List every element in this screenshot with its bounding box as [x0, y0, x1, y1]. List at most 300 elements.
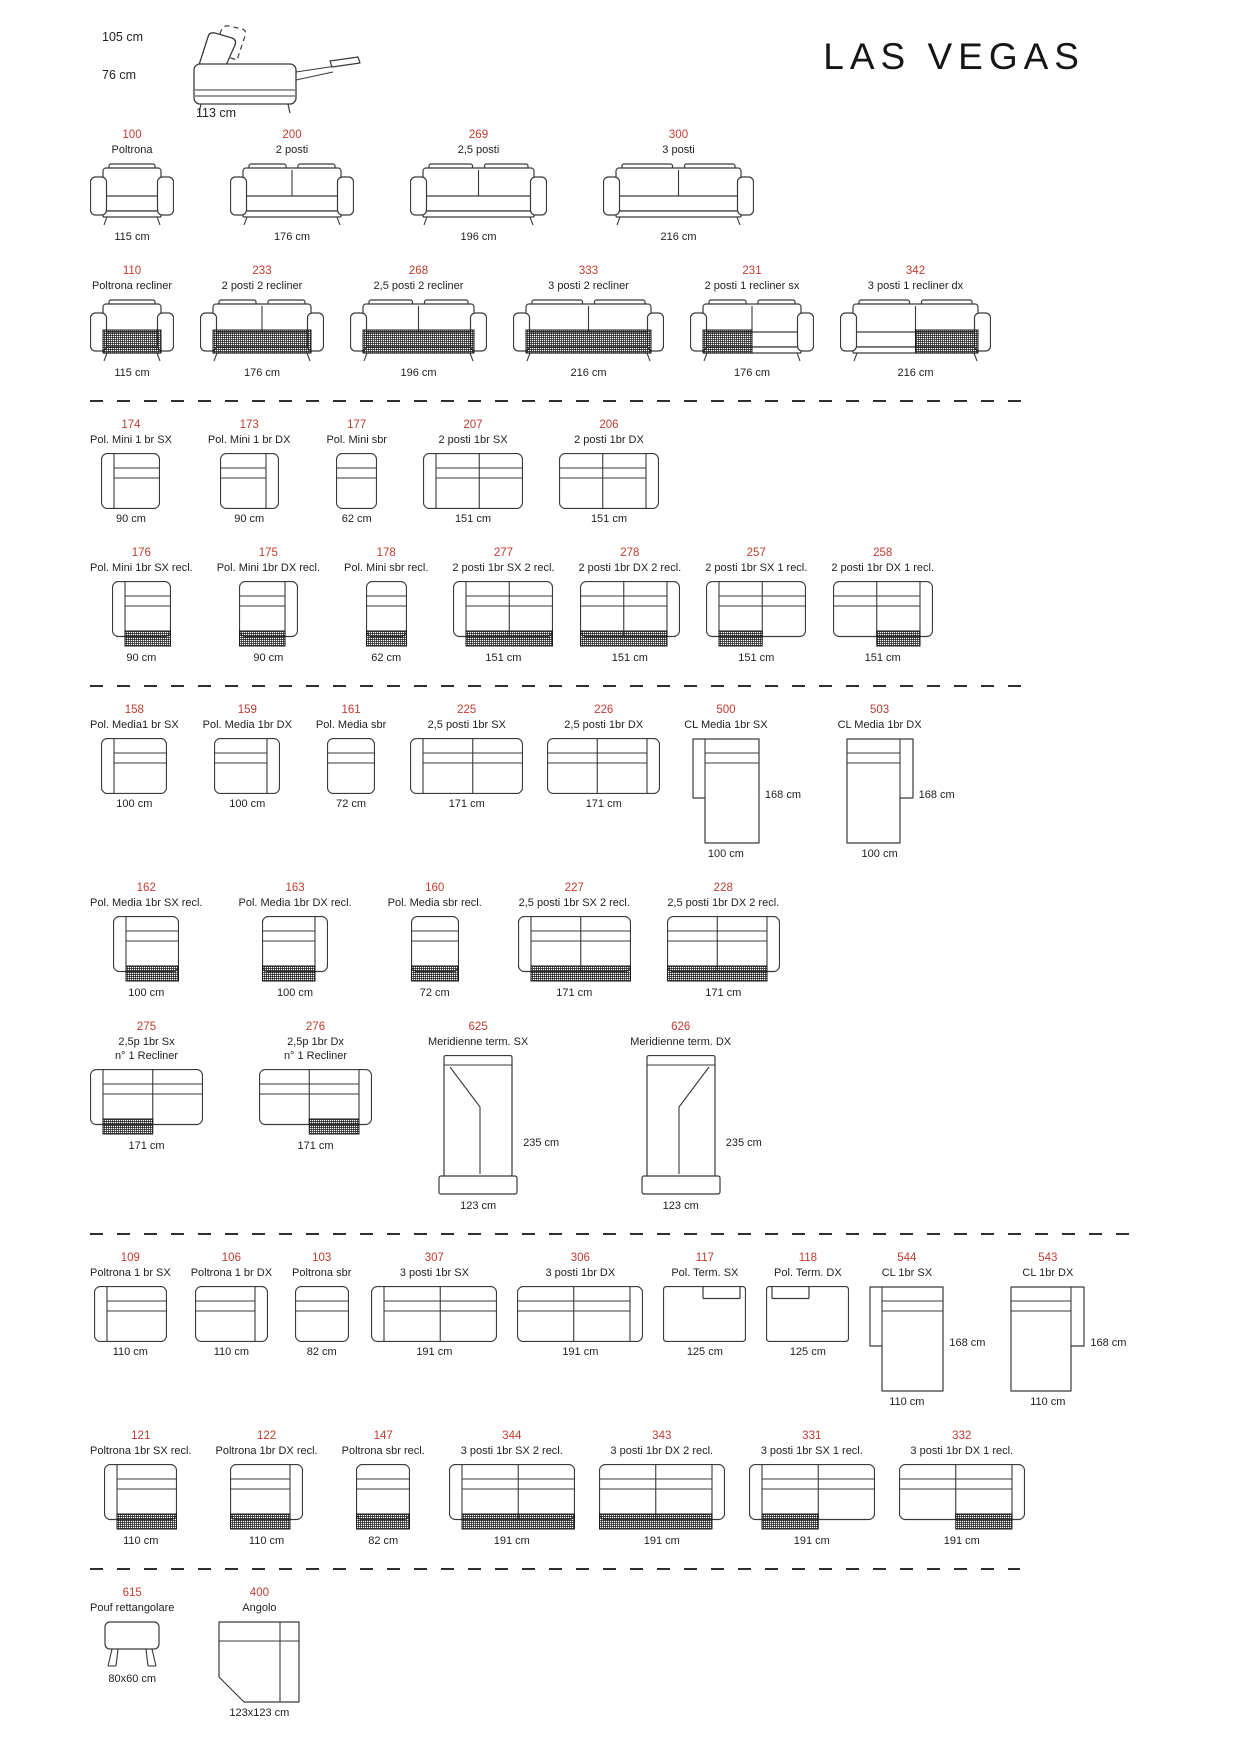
furniture-diagram: [90, 299, 174, 363]
model-label: Pol. Media sbr recl.: [387, 897, 482, 909]
model-label: 2,5p 1br Sx: [118, 1036, 175, 1048]
dimension-label: 90 cm: [253, 652, 284, 664]
side-dimension-label: 168 cm: [918, 788, 955, 801]
model-code: 121: [131, 1430, 151, 1442]
model-row: [90, 1251, 1220, 1409]
model-code: 174: [121, 419, 141, 431]
side-dimension-label: 235 cm: [523, 1136, 560, 1149]
dimension-label: 151 cm: [590, 513, 628, 525]
furniture-diagram: [336, 453, 377, 509]
dimension-label: 123 cm: [460, 1200, 497, 1212]
model-label: Pol. Media sbr: [315, 719, 387, 731]
model-label: 2 posti 1br SX 1 recl.: [705, 562, 808, 574]
furniture-diagram: [547, 738, 660, 794]
dimension-label: 100 cm: [707, 848, 744, 860]
furniture-diagram: [513, 299, 664, 363]
dashed-divider: [90, 1233, 1135, 1235]
model-label: 3 posti 1br SX: [399, 1267, 469, 1279]
model-item: [428, 1020, 560, 1213]
dimension-label: 171 cm: [448, 798, 485, 810]
model-label: 3 posti 1br SX 2 recl.: [460, 1445, 563, 1457]
dimension-label: 90 cm: [126, 652, 157, 664]
model-code: 226: [594, 704, 614, 716]
model-row: [90, 546, 1220, 665]
model-code: 257: [746, 547, 766, 559]
model-code: 277: [493, 547, 514, 559]
dimension-label: 171 cm: [128, 1140, 165, 1152]
dimension-label: 110 cm: [123, 1535, 159, 1547]
model-code: 175: [258, 547, 278, 559]
model-label: 3 posti 1br DX 1 recl.: [910, 1445, 1014, 1457]
model-row: [90, 703, 1220, 861]
model-label: 3 posti: [662, 144, 695, 156]
furniture-diagram: [766, 1286, 849, 1342]
model-item: [667, 881, 780, 1000]
model-label: 2,5 posti: [457, 144, 500, 156]
furniture-diagram: [90, 1069, 203, 1136]
model-code: 162: [136, 882, 156, 894]
model-code: 343: [652, 1430, 672, 1442]
model-label: Poltrona recliner: [91, 280, 173, 292]
furniture-diagram: [90, 163, 174, 227]
dimension-label: 171 cm: [297, 1140, 334, 1152]
model-label: Pol. Mini sbr recl.: [344, 562, 429, 574]
hero-depth-label: 113 cm: [196, 106, 237, 120]
dimension-label: 151 cm: [485, 652, 522, 664]
model-item: [218, 1586, 300, 1720]
model-label-line2: n° 1 Recliner: [114, 1050, 179, 1062]
model-code: 227: [564, 882, 584, 894]
model-label: 2,5 posti 1br DX: [564, 719, 644, 731]
model-label: Poltrona 1br SX recl.: [90, 1445, 192, 1457]
furniture-diagram: [112, 581, 171, 648]
model-item: [705, 546, 807, 665]
model-code: 258: [873, 547, 893, 559]
model-code: 200: [282, 129, 302, 141]
dimension-label: 191 cm: [416, 1346, 453, 1358]
furniture-diagram: [200, 299, 324, 363]
dimension-label: 171 cm: [585, 798, 622, 810]
dimension-label: 72 cm: [419, 987, 450, 999]
model-label: Pol. Mini 1 br DX: [207, 434, 291, 446]
furniture-diagram: [667, 916, 780, 983]
dimension-label: 82 cm: [368, 1535, 399, 1547]
dimension-label: 100 cm: [128, 987, 165, 999]
furniture-diagram: [1010, 1286, 1127, 1392]
dimension-label: 151 cm: [611, 652, 648, 664]
model-label: 2 posti 1br SX 2 recl.: [452, 562, 555, 574]
model-code: 110: [122, 265, 142, 277]
furniture-diagram: [690, 299, 814, 363]
model-code: 176: [131, 547, 151, 559]
model-code: 500: [716, 704, 736, 716]
model-label: 3 posti 1 recliner dx: [867, 280, 964, 292]
model-item: [603, 128, 754, 244]
furniture-diagram: [262, 916, 328, 983]
model-code: 100: [122, 129, 142, 141]
model-item: [191, 1251, 272, 1359]
model-code: 543: [1038, 1252, 1058, 1264]
model-item: [410, 703, 523, 811]
dimension-label: 90 cm: [234, 513, 265, 525]
model-code: 159: [237, 704, 257, 716]
furniture-diagram: [663, 1286, 746, 1342]
model-label: Pol. Term. SX: [671, 1267, 739, 1279]
dimension-label: 125 cm: [686, 1346, 723, 1358]
model-item: [316, 703, 386, 811]
furniture-diagram: [259, 1069, 372, 1136]
dimension-label: 72 cm: [336, 798, 367, 810]
dashed-divider: [90, 685, 1035, 687]
model-item: [342, 1429, 425, 1548]
model-code: 206: [599, 419, 619, 431]
model-code: 333: [578, 265, 599, 277]
model-code: 544: [897, 1252, 917, 1264]
page-title: LAS VEGAS: [823, 36, 1085, 77]
model-label: Meridienne term. SX: [428, 1036, 529, 1048]
model-label: 2 posti 1br DX 2 recl.: [578, 562, 682, 574]
model-code: 344: [502, 1430, 522, 1442]
model-code: 625: [468, 1021, 488, 1033]
dimension-label: 115 cm: [114, 367, 150, 379]
dimension-label: 176 cm: [733, 367, 771, 379]
model-label: 3 posti 1br DX: [545, 1267, 616, 1279]
model-label: 2,5 posti 1br SX: [427, 719, 506, 731]
model-code: 207: [463, 419, 483, 431]
model-item: [239, 881, 352, 1000]
furniture-diagram: [104, 1621, 160, 1669]
dimension-label: 62 cm: [371, 652, 402, 664]
model-code: 503: [869, 704, 890, 716]
model-item: [766, 1251, 849, 1359]
model-code: 106: [221, 1252, 241, 1264]
model-item: [547, 703, 660, 811]
model-code: 306: [570, 1252, 590, 1264]
model-item: [513, 264, 664, 380]
model-code: 160: [425, 882, 445, 894]
dimension-label: 100 cm: [861, 848, 898, 860]
model-item: [630, 1020, 762, 1213]
furniture-diagram: [453, 581, 553, 648]
dimension-label: 123x123 cm: [229, 1707, 290, 1719]
model-item: [517, 1251, 643, 1359]
dimension-label: 80x60 cm: [108, 1673, 157, 1685]
model-label: 2,5 posti 1br DX 2 recl.: [667, 897, 780, 909]
model-label: Pol. Media 1br DX recl.: [238, 897, 352, 909]
dimension-label: 216 cm: [660, 231, 697, 243]
model-label: CL Media 1br SX: [684, 719, 768, 731]
furniture-diagram: [449, 1464, 575, 1531]
model-code: 177: [347, 419, 367, 431]
dimension-label: 100 cm: [277, 987, 314, 999]
model-item: [518, 881, 631, 1000]
model-item: [1010, 1251, 1127, 1409]
furniture-diagram: [295, 1286, 349, 1342]
dimension-label: 115 cm: [114, 231, 150, 243]
dimension-label: 151 cm: [738, 652, 775, 664]
furniture-diagram: [840, 299, 991, 363]
model-code: 178: [376, 547, 396, 559]
model-code: 233: [252, 265, 272, 277]
furniture-diagram: [366, 581, 407, 648]
model-item: [326, 418, 387, 526]
model-item: [216, 1429, 318, 1548]
model-label: 2 posti 2 recliner: [221, 280, 303, 292]
model-label: 2 posti: [275, 144, 309, 156]
model-label: Poltrona sbr recl.: [341, 1445, 425, 1457]
model-label: Poltrona 1 br SX: [90, 1267, 171, 1279]
model-label: 2 posti 1br DX 1 recl.: [831, 562, 935, 574]
model-item: [388, 881, 482, 1000]
furniture-diagram: [195, 1286, 268, 1342]
furniture-diagram: [113, 916, 179, 983]
model-item: [869, 1251, 986, 1409]
dimension-label: 125 cm: [789, 1346, 826, 1358]
model-item: [90, 1586, 174, 1686]
side-dimension-label: 168 cm: [949, 1336, 986, 1349]
dimension-label: 191 cm: [793, 1535, 830, 1547]
model-item: [90, 264, 174, 380]
dimension-label: 216 cm: [897, 367, 934, 379]
model-label: Poltrona 1 br DX: [190, 1267, 273, 1279]
hero-seat-height-label: 76 cm: [102, 68, 137, 82]
model-label: Pol. Mini 1br DX recl.: [216, 562, 321, 574]
model-label: 2 posti 1br SX: [438, 434, 508, 446]
model-row: [90, 881, 1220, 1000]
model-label: CL 1br SX: [881, 1267, 933, 1279]
model-item: [449, 1429, 575, 1548]
model-item: [840, 264, 991, 380]
dimension-label: 196 cm: [460, 231, 497, 243]
furniture-diagram: [371, 1286, 497, 1342]
furniture-diagram: [438, 1055, 560, 1196]
model-label: 2,5p 1br Dx: [287, 1036, 344, 1048]
model-label: Pol. Term. DX: [774, 1267, 842, 1279]
dimension-label: 191 cm: [643, 1535, 680, 1547]
model-label: Pol. Media 1br SX recl.: [90, 897, 203, 909]
dimension-label: 191 cm: [493, 1535, 530, 1547]
dimension-label: 123 cm: [662, 1200, 699, 1212]
dashed-divider: [90, 1568, 1020, 1570]
model-item: [203, 703, 292, 811]
model-item: [230, 128, 354, 244]
furniture-diagram: [220, 453, 279, 509]
furniture-diagram: [518, 916, 631, 983]
model-grid: [90, 128, 1220, 1740]
dimension-label: 110 cm: [213, 1346, 250, 1358]
model-label: 3 posti 2 recliner: [548, 280, 629, 292]
model-code: 118: [798, 1252, 818, 1264]
model-label: Pouf rettangolare: [90, 1602, 175, 1614]
dimension-label: 90 cm: [115, 513, 146, 525]
furniture-diagram: [327, 738, 375, 794]
model-item: [452, 546, 554, 665]
furniture-diagram: [641, 1055, 762, 1196]
model-label: Angolo: [242, 1602, 277, 1614]
furniture-diagram: [214, 738, 280, 794]
model-code: 331: [802, 1430, 822, 1442]
model-item: [90, 1020, 203, 1153]
furniture-diagram: [101, 738, 167, 794]
model-row: [90, 1429, 1220, 1548]
furniture-diagram: [517, 1286, 643, 1342]
model-item: [90, 703, 179, 811]
model-label: Poltrona: [111, 144, 153, 156]
model-code: 117: [695, 1252, 715, 1264]
model-item: [344, 546, 428, 665]
furniture-diagram: [559, 453, 659, 509]
furniture-diagram: [356, 1464, 410, 1531]
model-label: CL 1br DX: [1022, 1267, 1074, 1279]
model-item: [217, 546, 320, 665]
furniture-diagram: [899, 1464, 1025, 1531]
side-dimension-label: 168 cm: [1090, 1336, 1127, 1349]
model-label: 2,5 posti 1br SX 2 recl.: [518, 897, 630, 909]
model-item: [200, 264, 324, 380]
model-code: 269: [468, 129, 489, 141]
furniture-diagram: [410, 738, 523, 794]
model-item: [90, 418, 172, 526]
model-label: Pol. Media 1br DX: [202, 719, 292, 731]
furniture-diagram: [692, 738, 801, 844]
furniture-diagram: [230, 163, 354, 227]
furniture-diagram: [749, 1464, 875, 1531]
model-item: [90, 546, 193, 665]
recliner-sketch-icon: [176, 20, 376, 120]
side-dimension-label: 168 cm: [764, 788, 801, 801]
model-item: [899, 1429, 1025, 1548]
model-code: 161: [341, 704, 361, 716]
model-code: 122: [256, 1430, 277, 1442]
furniture-diagram: [846, 738, 955, 844]
model-code: 158: [124, 704, 144, 716]
model-code: 307: [424, 1252, 444, 1264]
furniture-diagram: [580, 581, 680, 648]
furniture-diagram: [869, 1286, 986, 1392]
furniture-diagram: [706, 581, 806, 648]
model-code: 163: [285, 882, 305, 894]
model-label: Pol. Media1 br SX: [90, 719, 179, 731]
furniture-diagram: [833, 581, 933, 648]
model-label: Meridienne term. DX: [630, 1036, 732, 1048]
model-label: Poltrona 1br DX recl.: [215, 1445, 318, 1457]
dimension-label: 151 cm: [454, 513, 492, 525]
model-label: 3 posti 1br SX 1 recl.: [760, 1445, 863, 1457]
recliner-side-view: [88, 18, 418, 130]
model-item: [90, 1429, 192, 1548]
model-code: 300: [668, 129, 689, 141]
model-code: 228: [713, 882, 733, 894]
model-label: 2 posti 1br DX: [574, 434, 644, 446]
furniture-diagram: [603, 163, 754, 227]
dimension-label: 196 cm: [400, 367, 437, 379]
dimension-label: 191 cm: [943, 1535, 980, 1547]
model-label: 3 posti 1br DX 2 recl.: [610, 1445, 714, 1457]
model-label: 2,5 posti 2 recliner: [373, 280, 464, 292]
dimension-label: 176 cm: [273, 231, 311, 243]
model-item: [90, 128, 174, 244]
model-row: [90, 128, 1220, 244]
model-item: [90, 1251, 171, 1359]
model-item: [599, 1429, 725, 1548]
model-item: [423, 418, 523, 526]
side-dimension-label: 235 cm: [725, 1136, 762, 1149]
model-item: [578, 546, 681, 665]
dimension-label: 171 cm: [556, 987, 593, 999]
model-row: [90, 1586, 1220, 1720]
furniture-diagram: [410, 163, 547, 227]
dimension-label: 100 cm: [229, 798, 266, 810]
model-label: Pol. Mini 1br SX recl.: [90, 562, 193, 574]
furniture-diagram: [230, 1464, 303, 1531]
model-code: 626: [671, 1021, 691, 1033]
model-code: 400: [249, 1587, 269, 1599]
dimension-label: 216 cm: [570, 367, 607, 379]
dimension-label: 100 cm: [116, 798, 153, 810]
model-code: 275: [136, 1021, 157, 1033]
dimension-label: 191 cm: [562, 1346, 599, 1358]
model-item: [90, 881, 203, 1000]
furniture-diagram: [104, 1464, 177, 1531]
furniture-diagram: [411, 916, 459, 983]
dashed-divider: [90, 400, 1035, 402]
furniture-diagram: [218, 1621, 300, 1703]
model-item: [837, 703, 955, 861]
model-code: 109: [120, 1252, 140, 1264]
dimension-label: 110 cm: [889, 1396, 925, 1408]
model-item: [559, 418, 659, 526]
model-item: [259, 1020, 372, 1153]
model-item: [350, 264, 487, 380]
furniture-diagram: [350, 299, 487, 363]
model-item: [292, 1251, 351, 1359]
model-label: Pol. Mini 1 br SX: [90, 434, 172, 446]
model-label: Poltrona sbr: [292, 1267, 352, 1279]
dimension-label: 62 cm: [341, 513, 372, 525]
model-code: 278: [620, 547, 640, 559]
model-code: 342: [905, 265, 926, 277]
model-label: Pol. Mini sbr: [326, 434, 387, 446]
dimension-label: 171 cm: [705, 987, 742, 999]
model-code: 103: [312, 1252, 332, 1264]
model-item: [208, 418, 291, 526]
model-item: [690, 264, 814, 380]
model-item: [684, 703, 801, 861]
model-row: [90, 418, 1220, 526]
model-code: 276: [305, 1021, 326, 1033]
model-row: [90, 264, 1220, 380]
model-code: 332: [952, 1430, 972, 1442]
hero-height-label: 105 cm: [102, 30, 143, 44]
furniture-diagram: [239, 581, 298, 648]
dimension-label: 110 cm: [248, 1535, 285, 1547]
model-item: [831, 546, 934, 665]
model-item: [371, 1251, 497, 1359]
model-code: 231: [742, 265, 762, 277]
dimension-label: 176 cm: [243, 367, 281, 379]
model-code: 173: [239, 419, 259, 431]
model-code: 225: [457, 704, 477, 716]
model-code: 268: [408, 265, 429, 277]
model-code: 147: [373, 1430, 393, 1442]
furniture-diagram: [101, 453, 160, 509]
model-label: 2 posti 1 recliner sx: [704, 280, 800, 292]
dimension-label: 82 cm: [306, 1346, 337, 1358]
model-code: 615: [122, 1587, 142, 1599]
dimension-label: 151 cm: [864, 652, 901, 664]
furniture-diagram: [423, 453, 523, 509]
model-label-line2: n° 1 Recliner: [283, 1050, 348, 1062]
